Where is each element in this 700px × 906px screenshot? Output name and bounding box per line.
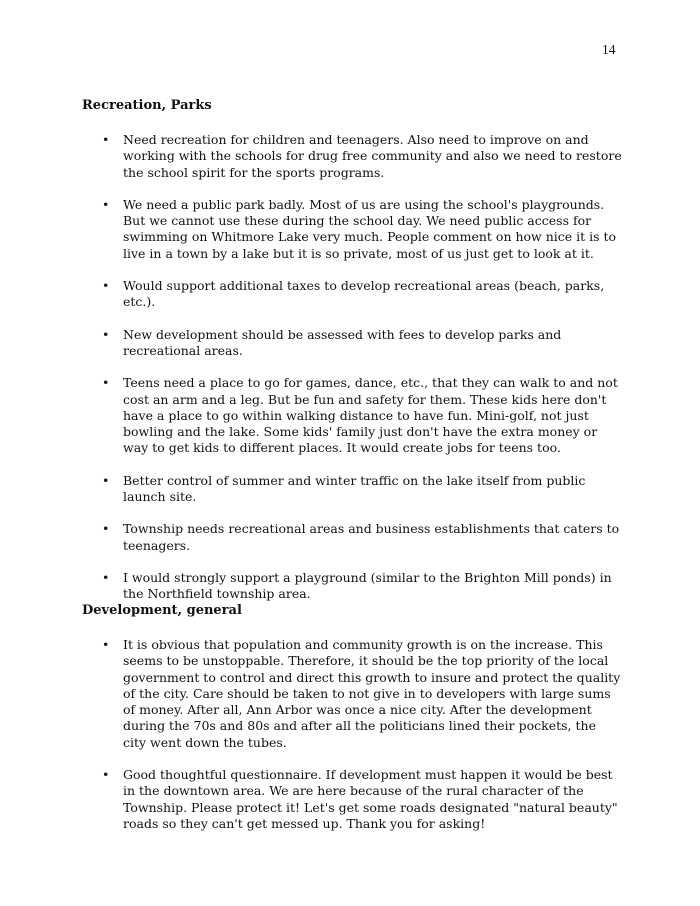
section-heading: Development, general bbox=[82, 603, 242, 618]
bullet-icon: • bbox=[102, 375, 110, 391]
bullet-icon: • bbox=[102, 132, 110, 147]
list-item-text: Would support additional taxes to develop recreational areas (beach, parks, etc.). bbox=[123, 278, 605, 310]
section-recreation-parks bbox=[82, 98, 622, 619]
list-item-text: New development should be assessed with fees to develop parks and recreational areas. bbox=[123, 326, 562, 358]
bullet-icon: • bbox=[102, 326, 110, 342]
section-heading: Recreation, Parks bbox=[82, 98, 212, 113]
list-item-text: Good thoughtful questionnaire. If development must happen it would be best in the downtown area. We are here because of the rural character of the Township. Please protect it! Let's get some roads designated "natural beauty" roads so they can't get messed up. Thank you for asking! bbox=[123, 767, 618, 831]
bullet-icon: • bbox=[102, 767, 110, 783]
list-item bbox=[82, 375, 622, 456]
list-item bbox=[82, 197, 622, 262]
list-item-text: We need a public park badly. Most of us are using the school's playgrounds. But we cannot use these during the school day. We need public access for swimming on Whitmore Lake very much. People comment on how nice it is to live in a town by a lake but it is so private, most of us just get to look at it. bbox=[123, 196, 617, 261]
bullet-icon: • bbox=[102, 521, 110, 537]
list-item bbox=[82, 473, 622, 506]
section-development-general bbox=[82, 603, 622, 848]
page-number: 14 bbox=[602, 42, 616, 57]
bullet-icon: • bbox=[102, 637, 110, 652]
bullet-icon: • bbox=[102, 472, 110, 488]
list-item-text: Township needs recreational areas and business establishments that caters to teenagers. bbox=[123, 521, 620, 553]
bullet-list bbox=[82, 637, 622, 832]
list-item-text: Better control of summer and winter traffic on the lake itself from public launch site. bbox=[123, 472, 586, 505]
list-item bbox=[82, 327, 622, 360]
list-item bbox=[82, 521, 622, 554]
list-item bbox=[82, 767, 622, 832]
list-item-text: It is obvious that population and community growth is on the increase. This seems to be unstoppable. Therefore, it should be the top priority of the local government to control and direct this growth to insure and protect the quality of the city. Care should be taken to not give in to developers with large sums of money. After all, Ann Arbor was once a nice city. After the development during the 70s and 80s and after all the politicians lined their pockets, the city went down the tubes. bbox=[123, 637, 621, 750]
list-item-text: Need recreation for children and teenagers. Also need to improve on and working with the schools for drug free community and also we need to restore the school spirit for the sports programs. bbox=[123, 132, 622, 180]
list-item bbox=[82, 278, 622, 311]
bullet-icon: • bbox=[102, 196, 110, 212]
list-item bbox=[82, 570, 622, 603]
list-item-text: Teens need a place to go for games, dance, etc., that they can walk to and not cost an arm and a leg. But be fun and safety for them. These kids here don't have a place to go within walking distance to have fun. Mini-golf, not just bowling and the lake. Some kids' family just don't have the extra money or way to get kids to different places. It would create jobs for teens too. bbox=[123, 375, 618, 456]
bullet-icon: • bbox=[102, 278, 110, 294]
list-item-text: I would strongly support a playground (similar to the Brighton Mill ponds) in the Northfield township area. bbox=[123, 569, 612, 602]
bullet-list bbox=[82, 132, 622, 603]
list-item bbox=[82, 132, 622, 181]
bullet-icon: • bbox=[102, 569, 110, 585]
list-item bbox=[82, 637, 622, 751]
